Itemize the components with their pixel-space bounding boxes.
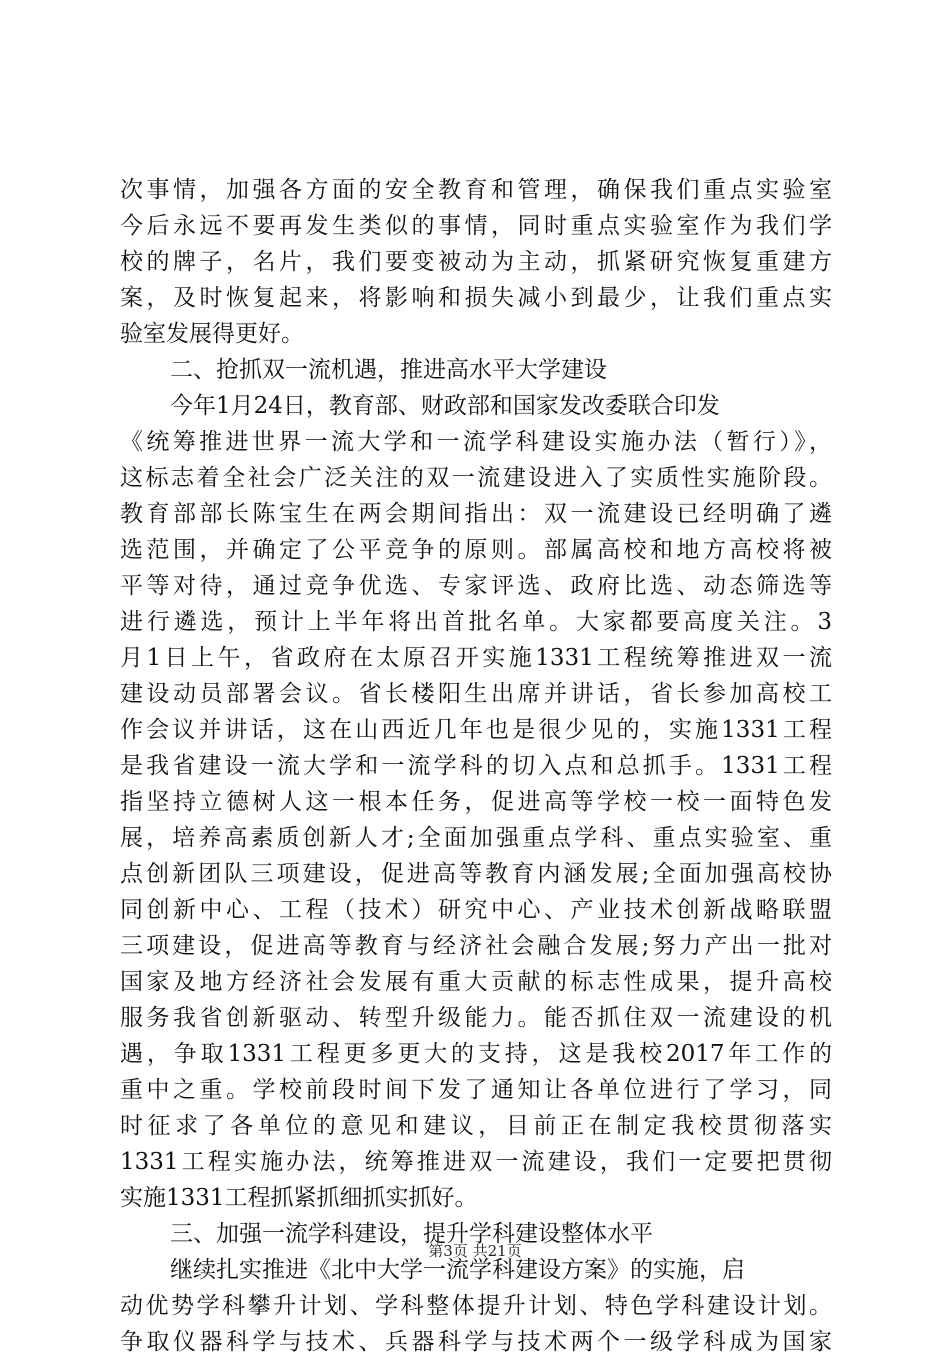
section-heading-3: 三、加强一流学科建设，提升学科建设整体水平 (170, 1221, 653, 1247)
text-line: 校的牌子，名片，我们要变被动为主动，抓紧研究恢复重建方 (120, 249, 832, 275)
text-line: 进行遴选，预计上半年将出首批名单。大家都要高度关注。3 (120, 609, 832, 635)
text-line: 验室发展得更好。 (120, 321, 304, 347)
text-line: 展，培养高素质创新人才;全面加强重点学科、重点实验室、重 (120, 825, 832, 851)
section-heading-2: 二、抢抓双一流机遇，推进高水平大学建设 (170, 357, 607, 383)
text-line: 1331工程实施办法，统筹推进双一流建设，我们一定要把贯彻 (120, 1149, 832, 1175)
text-line: 《统筹推进世界一流大学和一流学科建设实施办法（暂行）》， (120, 429, 832, 455)
text-line: 平等对待，通过竞争优选、专家评选、政府比选、动态筛选等 (120, 573, 832, 599)
text-line: 三项建设，促进高等教育与经济社会融合发展;努力产出一批对 (120, 933, 832, 959)
text-line: 重中之重。学校前段时间下发了通知让各单位进行了学习，同 (120, 1077, 832, 1103)
text-line: 遇，争取1331工程更多更大的支持，这是我校2017年工作的 (120, 1041, 832, 1067)
text-line: 这标志着全社会广泛关注的双一流建设进入了实质性实施阶段。 (120, 465, 832, 491)
text-line: 案，及时恢复起来，将影响和损失减小到最少，让我们重点实 (120, 285, 832, 311)
text-line: 继续扎实推进《北中大学一流学科建设方案》的实施，启 (170, 1257, 745, 1283)
text-line: 服务我省创新驱动、转型升级能力。能否抓住双一流建设的机 (120, 1005, 832, 1031)
text-line: 今后永远不要再发生类似的事情，同时重点实验室作为我们学 (120, 213, 832, 239)
text-line: 建设动员部署会议。省长楼阳生出席并讲话，省长参加高校工 (120, 681, 832, 707)
text-line: 指坚持立德树人这一根本任务，促进高等学校一校一面特色发 (120, 789, 832, 815)
text-line: 时征求了各单位的意见和建议，目前正在制定我校贯彻落实 (120, 1113, 832, 1139)
text-line: 月1日上午，省政府在太原召开实施1331工程统筹推进双一流 (120, 645, 832, 671)
text-line: 作会议并讲话，这在山西近几年也是很少见的，实施1331工程 (120, 717, 832, 743)
text-line: 是我省建设一流大学和一流学科的切入点和总抓手。1331工程 (120, 753, 832, 779)
text-line: 实施1331工程抓紧抓细抓实抓好。 (120, 1185, 478, 1211)
text-line: 争取仪器科学与技术、兵器科学与技术两个一级学科成为国家 (120, 1329, 832, 1355)
text-line: 次事情，加强各方面的安全教育和管理，确保我们重点实验室 (120, 177, 832, 203)
text-line: 国家及地方经济社会发展有重大贡献的标志性成果，提升高校 (120, 969, 832, 995)
text-line: 点创新团队三项建设，促进高等教育内涵发展;全面加强高校协 (120, 861, 832, 887)
text-line: 教育部部长陈宝生在两会期间指出：双一流建设已经明确了遴 (120, 501, 832, 527)
text-line: 今年1月24日，教育部、财政部和国家发改委联合印发 (170, 393, 720, 419)
text-line: 动优势学科攀升计划、学科整体提升计划、特色学科建设计划。 (120, 1293, 832, 1319)
text-line: 同创新中心、工程（技术）研究中心、产业技术创新战略联盟 (120, 897, 832, 923)
text-line: 选范围，并确定了公平竞争的原则。部属高校和地方高校将被 (120, 537, 832, 563)
page-footer: 第3页 共21页 (428, 1242, 522, 1260)
body-text (120, 172, 832, 1360)
